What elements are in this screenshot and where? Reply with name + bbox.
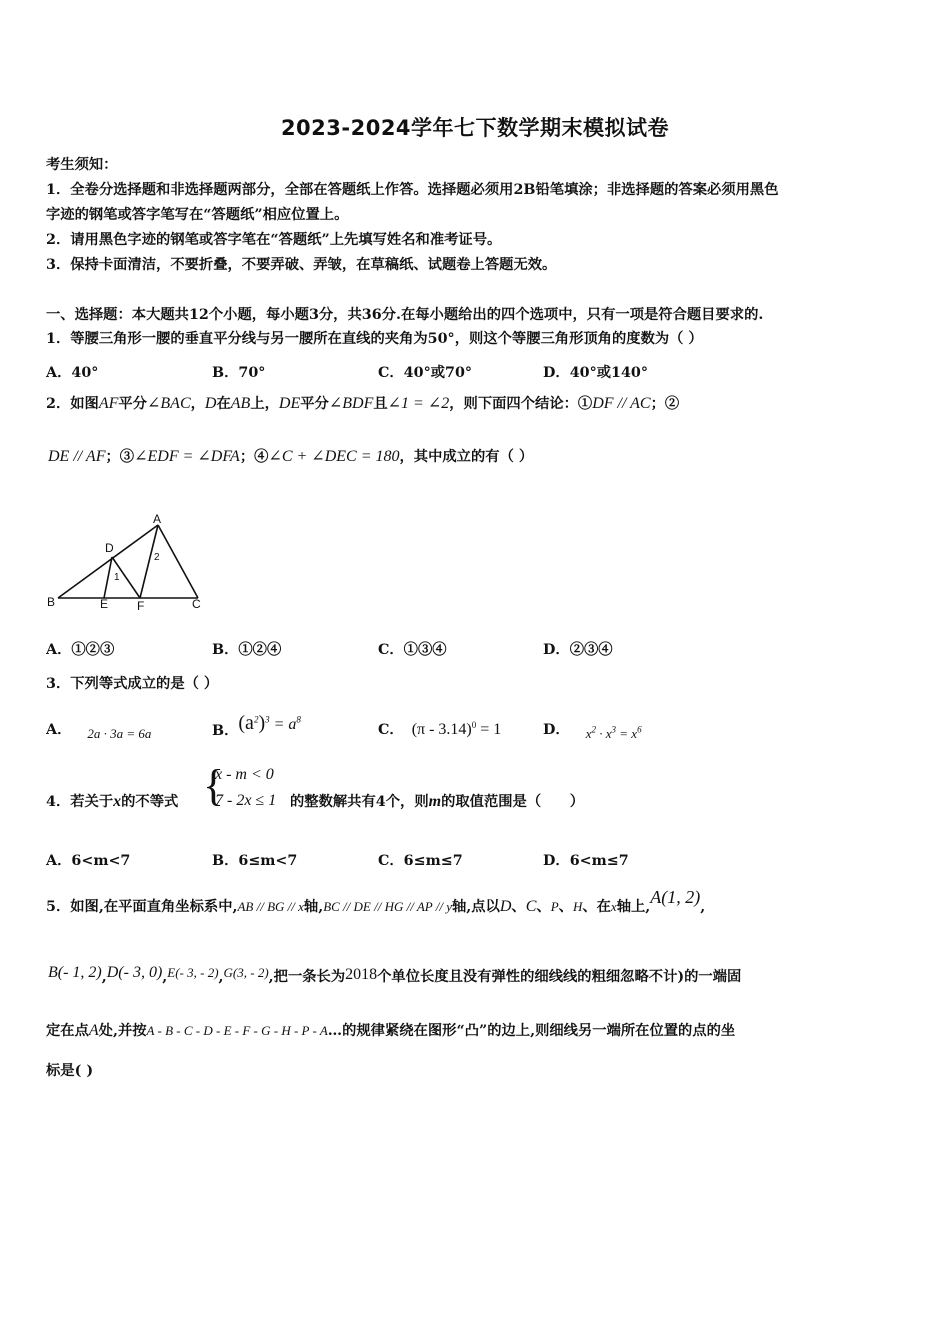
- notice-heading: 考生须知：: [46, 157, 118, 173]
- q3-option-b[interactable]: B．$(a^2)^3 = a^8$: [212, 712, 301, 739]
- fig-label-b: B: [47, 595, 56, 609]
- notice-line-2: 2．请用黑色字迹的钢笔或答字笔在“答题纸”上先填写姓名和准考证号。: [46, 232, 502, 248]
- fig-label-d: D: [105, 541, 114, 555]
- q3-stem: 3．下列等式成立的是（ ）: [46, 676, 219, 692]
- q4-option-d[interactable]: D．6<m≤7: [543, 853, 629, 869]
- q3-option-a[interactable]: A． 2a · 3a = 6a: [46, 722, 152, 741]
- q4-stem-part-2: 的整数解共有4个，则m的取值范围是（ ）: [290, 793, 585, 810]
- q4-option-a[interactable]: A．6<m<7: [46, 853, 131, 869]
- notice-line-3: 3．保持卡面清洁，不要折叠，不要弄破、弄皱，在草稿纸、试题卷上答题无效。: [46, 257, 557, 273]
- q2-option-d[interactable]: D．②③④: [543, 642, 613, 658]
- page-title: 2023-2024学年七下数学期末模拟试卷: [280, 116, 670, 140]
- fig-label-c: C: [192, 597, 201, 611]
- fig-label-a: A: [153, 512, 162, 526]
- q5-line-2: B(- 1, 2),D(- 3, 0),E(- 3, - 2),G(3, - 2),把一条长为2018个单位长度且没有弹性的细线线的粗细忽略不计)的一端固: [48, 964, 742, 985]
- q3-option-d[interactable]: D． $x^2 \cdot x^3 = x^6$: [543, 722, 642, 741]
- fig-angle-2: 2: [154, 552, 160, 563]
- notice-line-1a: 1．全卷分选择题和非选择题两部分，全部在答题纸上作答。选择题必须用2B铅笔填涂；非选择题的答案必须用黑色: [46, 182, 779, 198]
- section-heading: 一、选择题：本大题共12个小题，每小题3分，共36分.在每小题给出的四个选项中，只有一项是符合题目要求的.: [46, 307, 764, 323]
- q1-option-b[interactable]: B．70°: [212, 365, 266, 381]
- q5-line-1: 5．如图,在平面直角坐标系中,AB // BG // x轴,BC // DE // HG // AP // y轴,点以D、C、P、H、在x轴上,A(1, 2),: [46, 887, 706, 915]
- q1-option-a[interactable]: A．40°: [46, 365, 99, 381]
- q2-option-b[interactable]: B．①②④: [212, 642, 282, 658]
- q4-stem-part-1: 4．若关于x的不等式: [46, 793, 179, 810]
- q2-option-c[interactable]: C．①③④: [378, 642, 447, 658]
- q2-line-1: 2．如图AF平分∠BAC，D在AB上，DE平分∠BDF且∠1 = ∠2，则下面四个结论：①DF // AC；②: [46, 395, 680, 412]
- q4-option-c[interactable]: C．6≤m≤7: [378, 853, 463, 869]
- q1-stem: 1．等腰三角形一腰的垂直平分线与另一腰所在直线的夹角为50°，则这个等腰三角形顶角的度数为（ ）: [46, 331, 703, 347]
- q2-triangle-figure: [40, 510, 220, 615]
- notice-line-1b: 字迹的钢笔或答字笔写在“答题纸”相应位置上。: [46, 207, 349, 223]
- q1-option-c[interactable]: C．40°或70°: [378, 365, 473, 381]
- q2-line-2: DE // AF；③∠EDF = ∠DFA；④∠C + ∠DEC = 180，其中成立的有（ ）: [48, 448, 534, 465]
- q4-option-b[interactable]: B．6≤m<7: [212, 853, 298, 869]
- q4-system-brace: {: [203, 761, 225, 810]
- q1-option-d[interactable]: D．40°或140°: [543, 365, 649, 381]
- q3-option-c[interactable]: C． (π - 3.14)$^0$ = 1: [378, 720, 502, 738]
- q4-inequality-2: 7 - 2x ≤ 1: [215, 792, 277, 809]
- fig-label-f: F: [137, 599, 145, 613]
- q4-inequality-1: x - m < 0: [215, 766, 274, 783]
- q2-option-a[interactable]: A．①②③: [46, 642, 115, 658]
- fig-angle-1: 1: [114, 572, 120, 583]
- fig-label-e: E: [100, 597, 109, 611]
- q5-line-3: 定在点A处,并按A - B - C - D - E - F - G - H - P - A…的规律紧绕在图形“凸”的边上,则细线另一端所在位置的点的坐: [46, 1022, 736, 1039]
- q5-line-4: 标是( ): [46, 1063, 94, 1079]
